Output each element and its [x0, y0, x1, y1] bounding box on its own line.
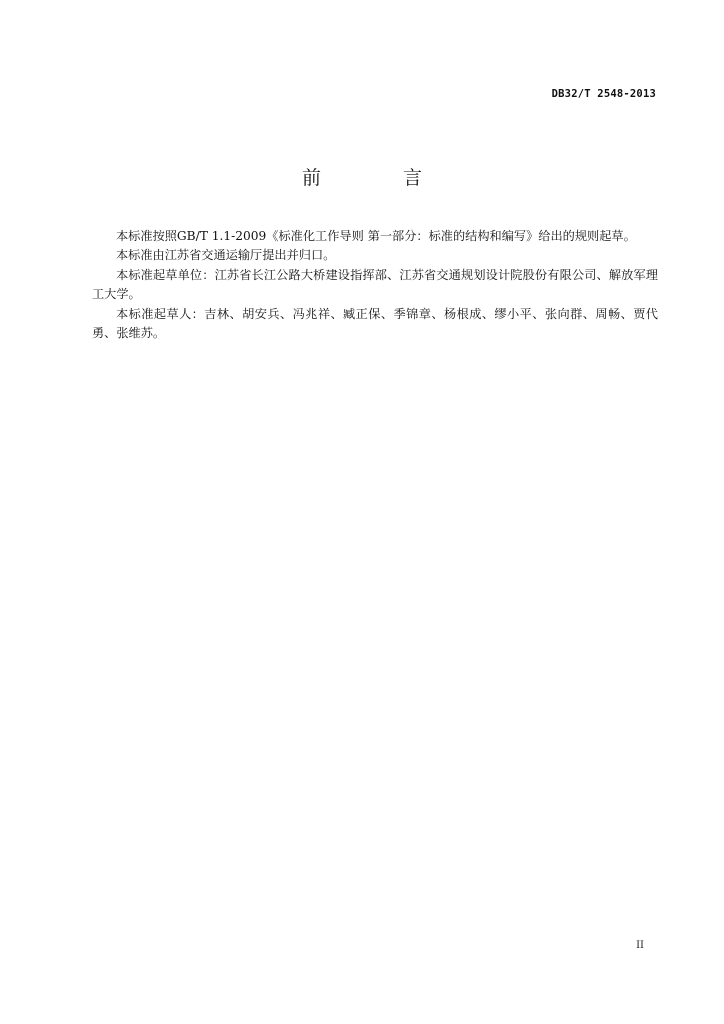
foreword-body: [92, 227, 658, 343]
paragraph-drafters: 本标准起草人：吉林、胡安兵、冯兆祥、臧正保、季锦章、杨根成、缪小平、张向群、周畅、贾代勇、张维苏。: [92, 306, 658, 341]
paragraph-proposer: 本标准由江苏省交通运输厅提出并归口。: [116, 248, 336, 263]
standard-code: DB32/T 2548-2013: [551, 88, 656, 100]
paragraph-drafting-units: 本标准起草单位：江苏省长江公路大桥建设指挥部、江苏省交通规划设计院股份有限公司、解放军理工大学。: [92, 267, 658, 302]
page-title: 前 言: [301, 167, 461, 189]
paragraph-drafting-rules: 本标准按照GB/T 1.1-2009《标准化工作导则 第一部分：标准的结构和编写》给出的规则起草。: [116, 229, 636, 243]
page-number: II: [636, 940, 644, 951]
